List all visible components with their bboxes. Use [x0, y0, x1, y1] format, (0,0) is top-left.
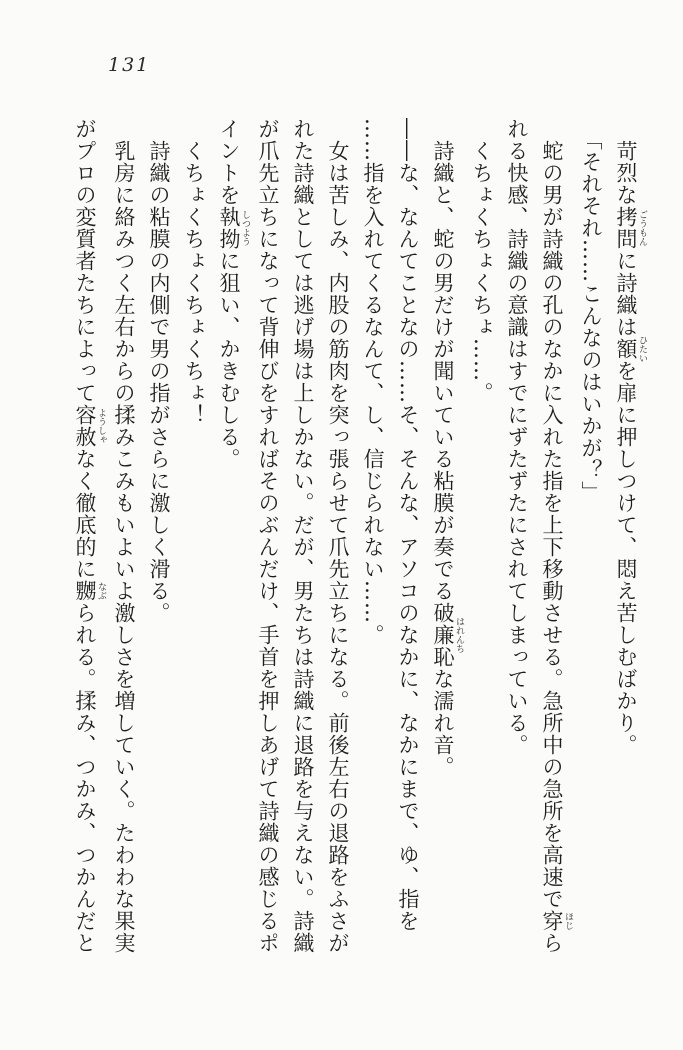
- text-line-15: 乳房に絡みつく左右からの揉みこみもいよいよ激しさを増していく。たわわな果実: [112, 140, 136, 954]
- text-line-16: がプロの変質者たちによって容赦 ようしゃなく徹底的に嬲 なぶられる。揉み、つかみ、つかんだと: [73, 118, 106, 954]
- page-number: 131: [108, 54, 151, 76]
- text-line-4: れる快感、詩織の意識はすでにずたずたにされてしまっている。: [505, 118, 529, 756]
- furigana-ruby: 穿 ほじ: [540, 910, 573, 932]
- text-line-14: 詩織の粘膜の内側で男の指がさらに激しく滑る。: [147, 140, 171, 624]
- text-line-12: イントを執拗 しつように狙い、かきむしる。: [217, 118, 250, 470]
- furigana-ruby: 破廉恥 はれんち: [431, 602, 464, 668]
- furigana-ruby: 拷問 ごうもん: [614, 206, 647, 250]
- text-line-3: 蛇の男が詩織の孔のなかに入れた指を上下移動させる。急所中の急所を高速で穿 ほじら: [540, 140, 573, 954]
- text-line-9: 女は苦しみ、内股の筋肉を突っ張らせて爪先立ちになる。前後左右の退路をふさが: [326, 140, 350, 954]
- furigana-ruby: 容赦 ようしゃ: [73, 404, 106, 448]
- text-line-5: くちょくちょくちょ……。: [470, 140, 494, 404]
- furigana-ruby: 額 ひたい: [614, 335, 647, 363]
- text-line-11: が爪先立ちになって背伸びをすればそのぶんだけ、手首を押しあげて詩織の感じるポ: [256, 118, 280, 954]
- text-line-8: ……指を入れてくるなんて、し、信じられない……。: [361, 118, 385, 646]
- furigana-ruby: 嬲 なぶ: [73, 580, 106, 602]
- text-line-6: 詩織と、蛇の男だけが聞いている粘膜が奏でる破廉恥 はれんちな濡れ音。: [431, 140, 464, 778]
- text-block: [67, 118, 647, 1003]
- text-line-1: 苛烈な拷問 ごうもんに詩織は額 ひたいを扉に押しつけて、悶え苦しむばかり。: [614, 140, 647, 756]
- furigana-ruby: 執拗 しつよう: [217, 206, 250, 250]
- text-line-13: くちょくちょくちょくちょ！: [182, 140, 206, 426]
- text-line-10: れた詩織としては逃げ場は上しかない。だが、男たちは詩織に退路を与えない。詩織: [291, 118, 315, 954]
- text-line-2: 「それそれ……こんなのはいかが？」: [579, 129, 603, 503]
- text-line-7: ――な、なんてことなの……そ、そんな、アソコのなかに、なかにまで、ゆ、指を: [396, 118, 420, 932]
